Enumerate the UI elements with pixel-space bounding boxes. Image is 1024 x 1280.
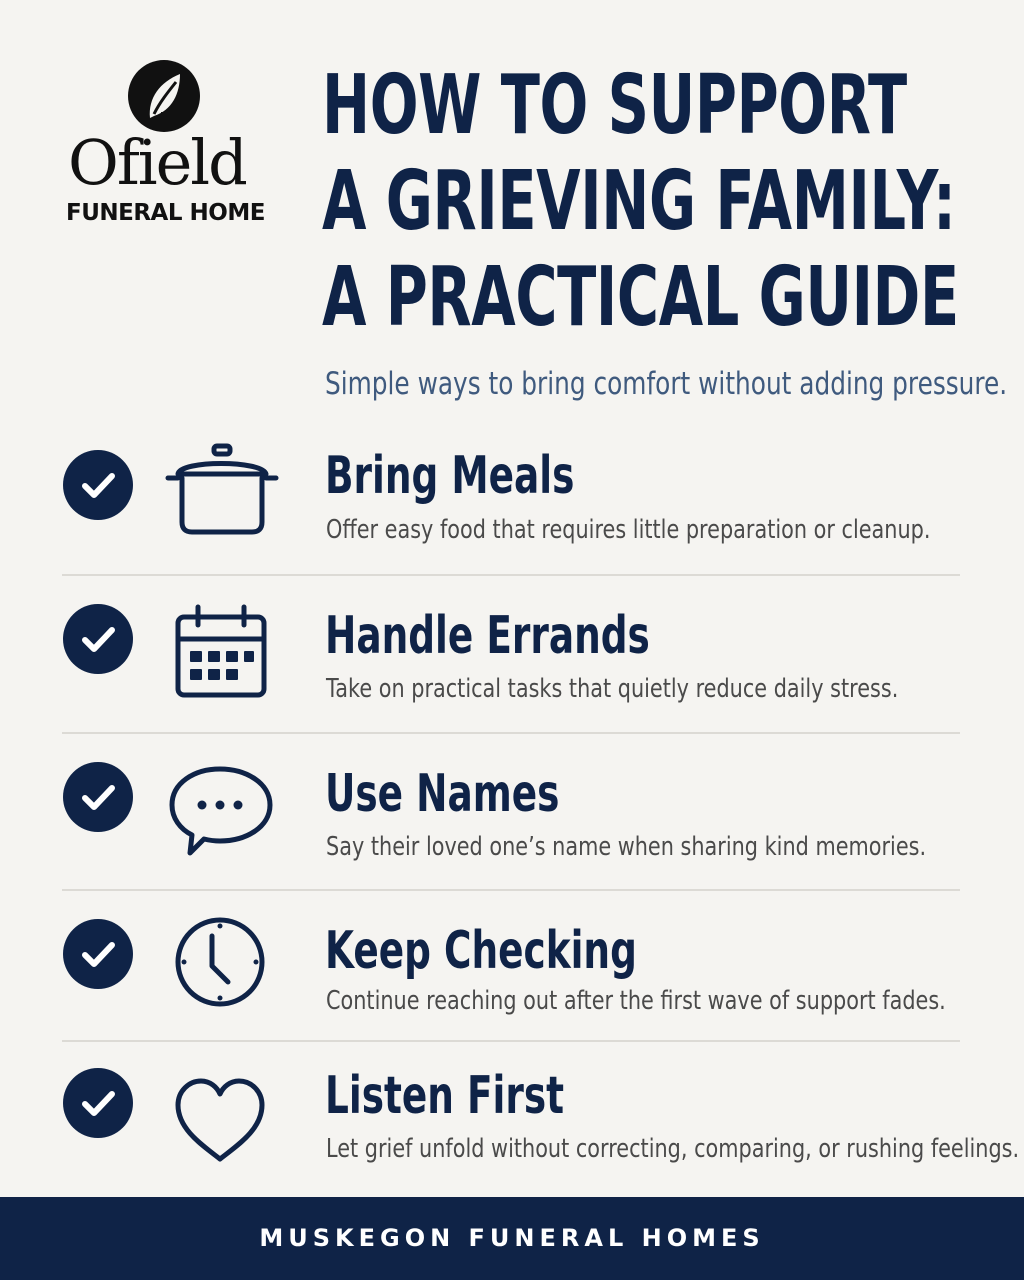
page-subtitle: Simple ways to bring comfort without adding pressure. <box>325 366 1008 402</box>
chat-bubble-icon <box>162 758 282 868</box>
brand-name: Ofield <box>68 126 246 199</box>
item-description: Continue reaching out after the first wave of support fades. <box>326 986 946 1016</box>
title-line: A PRACTICAL GUIDE <box>322 250 959 345</box>
brand-subtitle: FUNERAL HOME <box>66 200 265 226</box>
item-description: Offer easy food that requires little preparation or cleanup. <box>326 515 931 545</box>
check-icon <box>63 604 133 674</box>
divider <box>62 1040 960 1042</box>
check-icon <box>63 919 133 989</box>
divider <box>62 889 960 891</box>
check-icon <box>63 1068 133 1138</box>
check-icon <box>63 762 133 832</box>
divider <box>62 732 960 734</box>
item-title: Use Names <box>325 764 560 824</box>
pot-icon <box>162 430 282 540</box>
calendar-icon <box>162 598 282 708</box>
brand-logo <box>62 60 272 230</box>
footer-text: MUSKEGON FUNERAL HOMES <box>259 1224 765 1252</box>
item-description: Let grief unfold without correcting, comparing, or rushing feelings. <box>326 1134 1020 1164</box>
item-title: Listen First <box>325 1066 565 1126</box>
item-title: Bring Meals <box>325 446 575 506</box>
leaf-icon <box>128 60 200 132</box>
title-line: A GRIEVING FAMILY: <box>322 154 956 249</box>
item-title: Handle Errands <box>325 606 650 666</box>
clock-icon <box>162 907 282 1017</box>
heart-icon <box>162 1062 282 1172</box>
item-description: Say their loved one’s name when sharing kind memories. <box>326 832 927 862</box>
divider <box>62 574 960 576</box>
check-icon <box>63 450 133 520</box>
item-title: Keep Checking <box>325 921 637 981</box>
page-title <box>322 58 994 346</box>
item-description: Take on practical tasks that quietly reduce daily stress. <box>326 674 899 704</box>
footer-bar <box>0 1197 1024 1280</box>
title-line: HOW TO SUPPORT <box>322 58 907 153</box>
